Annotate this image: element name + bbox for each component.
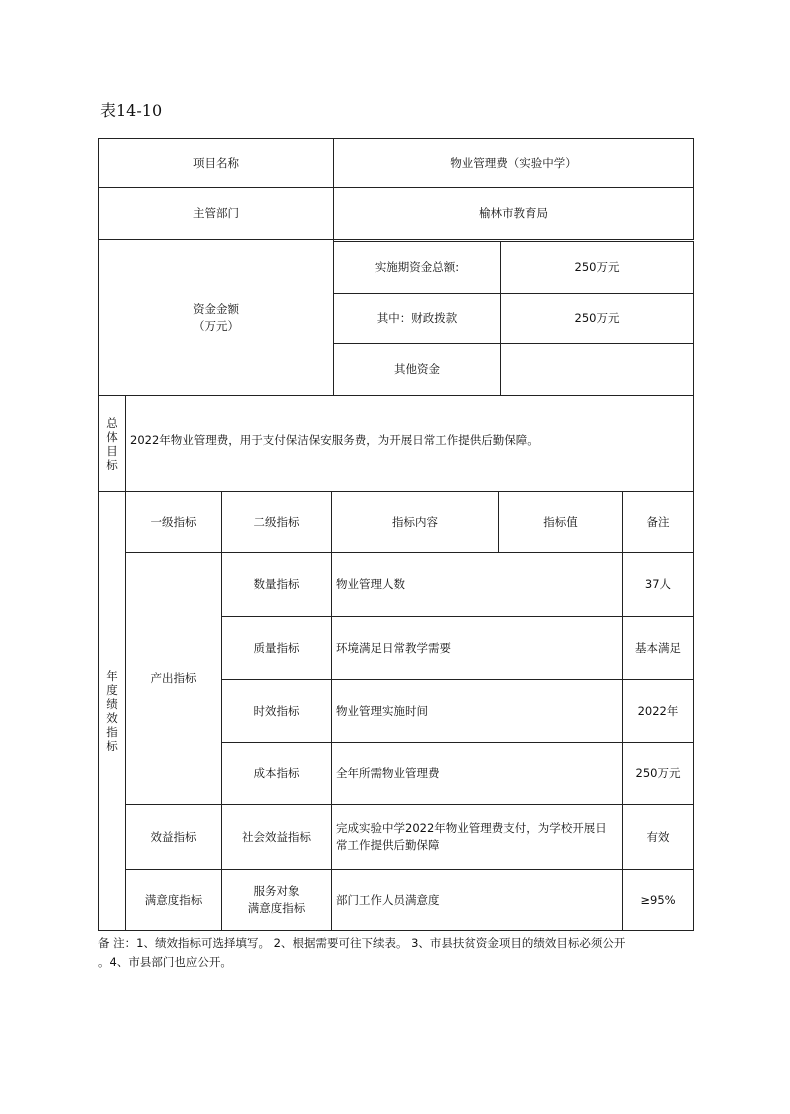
funds-fiscal-value: 250万元 (500, 293, 694, 344)
annual-indicators-label-text: 年度绩效指标 (106, 669, 118, 753)
cost-note: 250万元 (622, 742, 694, 805)
output-indicators-label: 产出指标 (125, 552, 222, 805)
overall-goal-label (98, 395, 126, 492)
funds-fiscal-label: 其中：财政拨款 (333, 293, 501, 344)
overall-goal-label-text: 总体目标 (106, 415, 118, 472)
footnote-line-2: 。4、市县部门也应公开。 (98, 955, 232, 969)
satisfaction-note: ≥95% (622, 869, 694, 931)
quality-content: 环境满足日常教学需要 (331, 616, 623, 680)
header-level1: 一级指标 (125, 491, 222, 553)
social-benefit-note: 有效 (622, 804, 694, 870)
overall-goal-text: 2022年物业管理费，用于支付保洁保安服务费，为开展日常工作提供后勤保障。 (125, 395, 694, 492)
service-satisfaction-indicator: 服务对象 满意度指标 (221, 869, 332, 931)
timeliness-content: 物业管理实施时间 (331, 679, 623, 743)
quantity-note: 37人 (622, 552, 694, 617)
annual-indicators-label (98, 491, 126, 931)
quantity-content: 物业管理人数 (331, 552, 623, 617)
header-note: 备注 (622, 491, 694, 553)
benefit-indicators-label: 效益指标 (125, 804, 222, 870)
table-label: 表14-10 (100, 101, 163, 120)
header-value: 指标值 (498, 491, 623, 553)
funds-total-value: 250万元 (500, 241, 694, 294)
quality-indicator: 质量指标 (221, 616, 332, 680)
funds-label-line2: （万元） (193, 318, 239, 333)
quality-note: 基本满足 (622, 616, 694, 680)
funds-total-label: 实施期资金总额: (333, 241, 501, 294)
social-benefit-content: 完成实验中学2022年物业管理费支付，为学校开展日常工作提供后勤保障 (331, 804, 623, 870)
department-value: 榆林市教育局 (333, 187, 694, 240)
quantity-indicator: 数量指标 (221, 552, 332, 617)
timeliness-note: 2022年 (622, 679, 694, 743)
project-name-value: 物业管理费（实验中学） (333, 138, 694, 188)
social-benefit-indicator: 社会效益指标 (221, 804, 332, 870)
project-name-label: 项目名称 (98, 138, 334, 188)
funds-other-value (500, 343, 694, 396)
timeliness-indicator: 时效指标 (221, 679, 332, 743)
satisfaction-content: 部门工作人员满意度 (331, 869, 623, 931)
cost-indicator: 成本指标 (221, 742, 332, 805)
footnotes (98, 934, 698, 972)
funds-label (98, 239, 334, 396)
header-content: 指标内容 (331, 491, 499, 553)
header-level2: 二级指标 (221, 491, 332, 553)
cost-content: 全年所需物业管理费 (331, 742, 623, 805)
department-label: 主管部门 (98, 187, 334, 240)
footnote-line-1: 备 注：1、绩效指标可选择填写。 2、根据需要可往下续表。 3、市县扶贫资金项目的绩效目标必须公开 (98, 936, 626, 950)
satisfaction-indicators-label: 满意度指标 (125, 869, 222, 931)
funds-label-line1: 资金金额 (193, 301, 239, 316)
funds-other-label: 其他资金 (333, 343, 501, 396)
